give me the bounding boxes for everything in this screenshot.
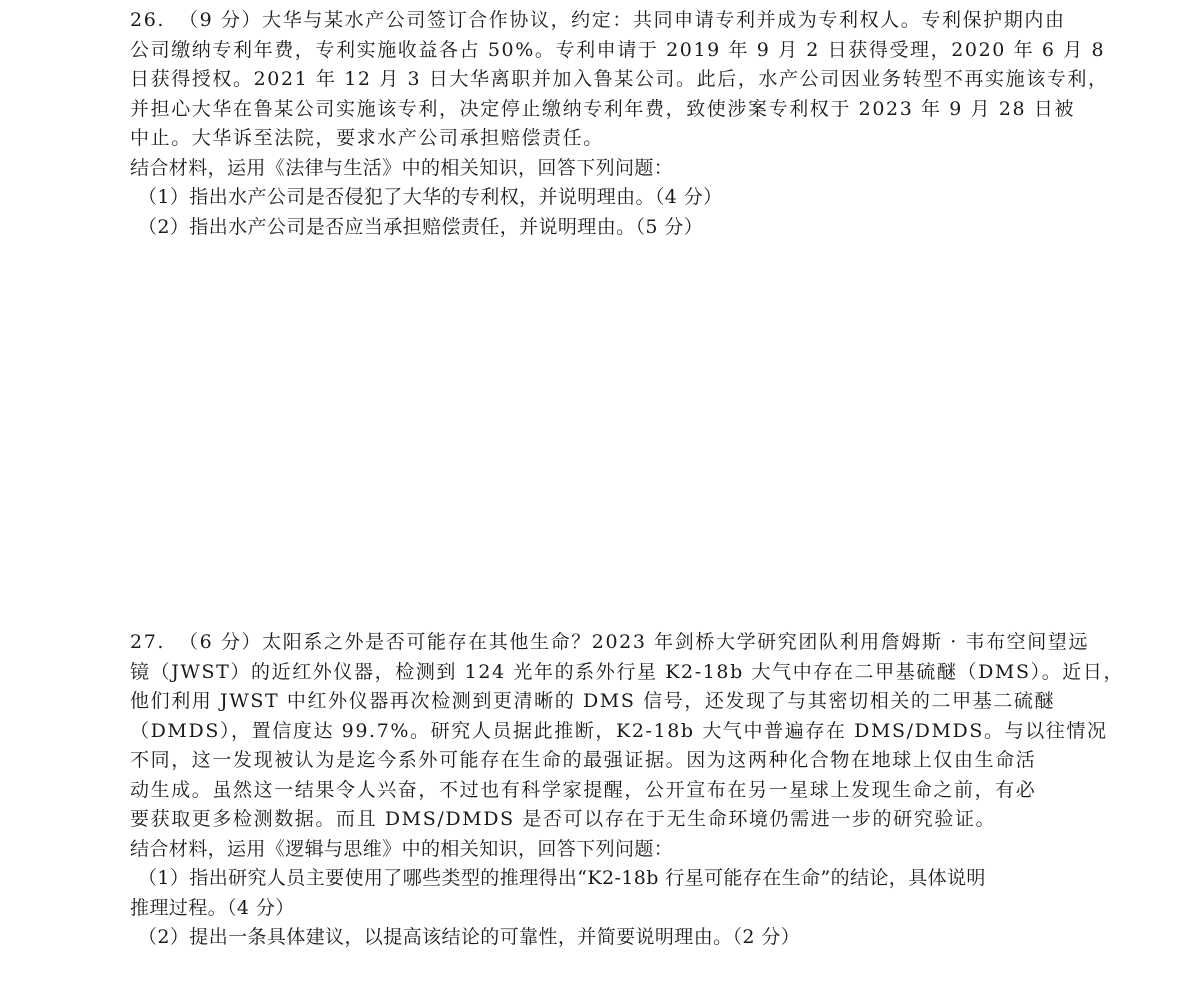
question-26: [130, 6, 1109, 242]
question-number: 26.: [130, 9, 166, 31]
sub-question-1-continuation: 推理过程。（4 分）: [130, 896, 295, 919]
question-number: 27.: [130, 631, 166, 653]
stem-text: 太阳系之外是否可能存在其他生命？2023 年剑桥大学研究团队利用詹姆斯 · 韦布空间望远: [262, 631, 1090, 653]
question-points: （9 分）: [179, 9, 263, 31]
question-26-stem: [130, 6, 1109, 154]
sub-question-1: [130, 183, 1060, 213]
sub-question-2: [130, 923, 1060, 953]
sub-question-label: （2）: [138, 926, 190, 948]
stem-line: 公司缴纳专利年费，专利实施收益各占 50%。专利申请于 2019 年 9 月 2 日获得受理，2020 年 6 月 8: [130, 38, 1106, 61]
stem-line: 中止。大华诉至法院，要求水产公司承担赔偿责任。: [130, 127, 604, 149]
stem-line: 不同，这一发现被认为是迄今系外可能存在生命的最强证据。因为这两种化合物在地球上仅由生命活: [130, 749, 1037, 771]
sub-question-text: 指出水产公司是否应当承担赔偿责任，并说明理由。（5 分）: [189, 215, 704, 238]
sub-question-label: （1）: [138, 867, 190, 889]
stem-text: 大华与某水产公司签订合作协议，约定：共同申请专利并成为专利权人。专利保护期内由: [262, 9, 1066, 31]
stem-line: 要获取更多检测数据。而且 DMS/DMDS 是否可以存在于无生命环境仍需进一步的研究验证。: [130, 808, 997, 830]
stem-line: 他们利用 JWST 中红外仪器再次检测到更清晰的 DMS 信号，还发现了与其密切相关的二甲基二硫醚: [130, 690, 1056, 712]
sub-question-text: 指出研究人员主要使用了哪些类型的推理得出“K2-18b 行星可能存在生命”的结论，具体说明: [189, 867, 986, 889]
sub-question-text: 提出一条具体建议，以提高该结论的可靠性，并简要说明理由。（2 分）: [189, 926, 801, 948]
stem-line: （DMDS），置信度达 99.7%。研究人员据此推断，K2-18b 大气中普遍存在 DMS/DMDS。与以往情况: [130, 719, 1108, 742]
sub-question-label: （2）: [138, 215, 190, 238]
stem-line: [130, 628, 1090, 658]
question-prompt: 结合材料，运用《法律与生活》中的相关知识，回答下列问题：: [130, 156, 674, 179]
stem-line: 动生成。虽然这一结果令人兴奋，不过也有科学家提醒，公开宣布在另一星球上发现生命之前，有必: [130, 778, 1037, 801]
sub-question-1: [130, 864, 1060, 894]
question-27: [130, 628, 1125, 953]
sub-question-2: [130, 213, 1060, 243]
stem-line: 日获得授权。2021 年 12 月 3 日大华离职并加入鲁某公司。此后，水产公司因业务转型不再实施该专利，: [130, 68, 1109, 90]
question-prompt: 结合材料，运用《逻辑与思维》中的相关知识，回答下列问题：: [130, 837, 674, 860]
question-27-stem: [130, 628, 1125, 835]
stem-line: 镜（JWST）的近红外仪器，检测到 124 光年的系外行星 K2-18b 大气中存在二甲基硫醚（DMS）。近日，: [130, 660, 1125, 683]
sub-question-text: 指出水产公司是否侵犯了大华的专利权，并说明理由。（4 分）: [189, 186, 723, 208]
question-points: （6 分）: [179, 631, 263, 653]
stem-line: [130, 6, 1066, 36]
sub-question-label: （1）: [138, 186, 190, 208]
stem-line: 并担心大华在鲁某公司实施该专利，决定停止缴纳专利年费，致使涉案专利权于 2023 年 9 月 28 日被: [130, 97, 1076, 120]
